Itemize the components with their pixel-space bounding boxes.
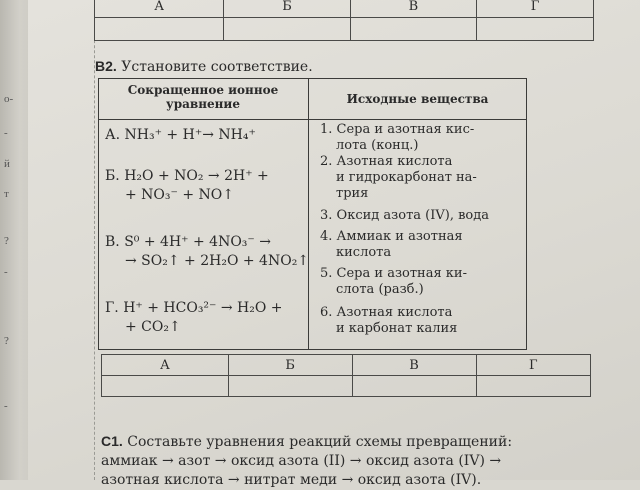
margin-mark: о- xyxy=(4,93,14,105)
equation-g xyxy=(105,299,283,337)
substance-line: и карбонат калия xyxy=(336,321,458,336)
equation-letter: Г. xyxy=(105,300,119,316)
task-number: C1. xyxy=(101,433,123,449)
equation-a xyxy=(105,126,256,145)
margin-mark: - xyxy=(4,127,8,139)
substance-line: Сера и азотная кис- xyxy=(336,122,475,137)
task-b2-title xyxy=(95,58,313,75)
margin-mark: т xyxy=(4,188,9,200)
equation-letter: А. xyxy=(105,127,121,143)
answer-cell-g[interactable] xyxy=(476,376,591,397)
equation-line: S⁰ + 4H⁺ + 4NO₃⁻ → xyxy=(124,234,271,250)
equation-line: + NO₃⁻ + NO↑ xyxy=(125,187,234,203)
margin-mark: - xyxy=(4,400,8,412)
substance-4 xyxy=(320,229,463,261)
margin-mark: ? xyxy=(4,335,9,347)
equation-line: → SO₂↑ + 2H₂O + 4NO₂↑ xyxy=(125,253,310,269)
substance-line: трия xyxy=(336,186,369,201)
substance-number: 1. xyxy=(320,122,333,137)
answer-cell-v[interactable] xyxy=(350,18,476,41)
column-header-equations: Сокращенное ионное уравнение xyxy=(127,83,279,111)
substance-line: Сера и азотная ки- xyxy=(336,266,467,281)
equation-line: H⁺ + HCO₃²⁻ → H₂O + xyxy=(123,300,283,316)
answer-header-a: А xyxy=(95,0,224,18)
header-divider xyxy=(99,119,526,120)
equation-line: + CO₂↑ xyxy=(125,319,181,335)
answer-cell-b[interactable] xyxy=(228,376,352,397)
answer-header-g: Г xyxy=(476,355,591,376)
bottom-answer-table xyxy=(101,354,591,397)
task-text: Установите соответствие. xyxy=(121,59,313,75)
substance-3 xyxy=(320,208,489,224)
substance-5 xyxy=(320,266,467,298)
task-text-line: аммиак → азот → оксид азота (II) → оксид азота (IV) → xyxy=(101,453,502,469)
answer-header-v: В xyxy=(352,355,476,376)
substance-1 xyxy=(320,122,474,154)
equation-letter: В. xyxy=(105,234,120,250)
answer-cell-g[interactable] xyxy=(477,18,594,41)
substance-line: Азотная кислота xyxy=(336,154,453,169)
top-answer-table xyxy=(94,0,594,41)
answer-cell-a[interactable] xyxy=(95,18,224,41)
equation-line: H₂O + NO₂ → 2H⁺ + xyxy=(124,168,269,184)
substance-6 xyxy=(320,305,457,337)
equation-v xyxy=(105,233,309,271)
margin-mark: ? xyxy=(4,235,9,247)
equation-b xyxy=(105,167,269,205)
answer-header-v: В xyxy=(350,0,476,18)
margin-mark: й xyxy=(4,158,10,170)
answer-header-g: Г xyxy=(477,0,594,18)
left-page-edge xyxy=(0,0,28,480)
substance-line: Азотная кислота xyxy=(336,305,453,320)
answer-cell-b[interactable] xyxy=(224,18,350,41)
substance-line: слота (разб.) xyxy=(336,282,424,297)
substance-line: Оксид азота (IV), вода xyxy=(336,208,489,223)
answer-cell-a[interactable] xyxy=(102,376,229,397)
task-c1 xyxy=(101,432,621,490)
substance-number: 4. xyxy=(320,229,333,244)
column-header-substances: Исходные вещества xyxy=(346,92,489,106)
task-text-line: Составьте уравнения реакций схемы превращений: xyxy=(127,434,513,450)
column-divider xyxy=(308,79,309,349)
equation-line: NH₃⁺ + H⁺→ NH₄⁺ xyxy=(124,127,256,143)
task-text-line: азотная кислота → нитрат меди → оксид азота (IV). xyxy=(101,472,482,488)
substance-line: и гидрокарбонат на- xyxy=(336,170,477,185)
substance-number: 3. xyxy=(320,208,333,223)
margin-mark: - xyxy=(4,266,8,278)
answer-cell-v[interactable] xyxy=(352,376,476,397)
substance-number: 5. xyxy=(320,266,333,281)
matching-table xyxy=(98,78,527,350)
equation-letter: Б. xyxy=(105,168,120,184)
substance-2 xyxy=(320,154,477,202)
substance-number: 2. xyxy=(320,154,333,169)
substance-line: кислота xyxy=(336,245,392,260)
answer-header-b: Б xyxy=(228,355,352,376)
substance-line: Аммиак и азотная xyxy=(336,229,463,244)
substance-line: лота (конц.) xyxy=(336,138,419,153)
answer-header-a: А xyxy=(102,355,229,376)
answer-header-b: Б xyxy=(224,0,350,18)
substance-number: 6. xyxy=(320,305,333,320)
task-number: B2. xyxy=(95,58,117,74)
